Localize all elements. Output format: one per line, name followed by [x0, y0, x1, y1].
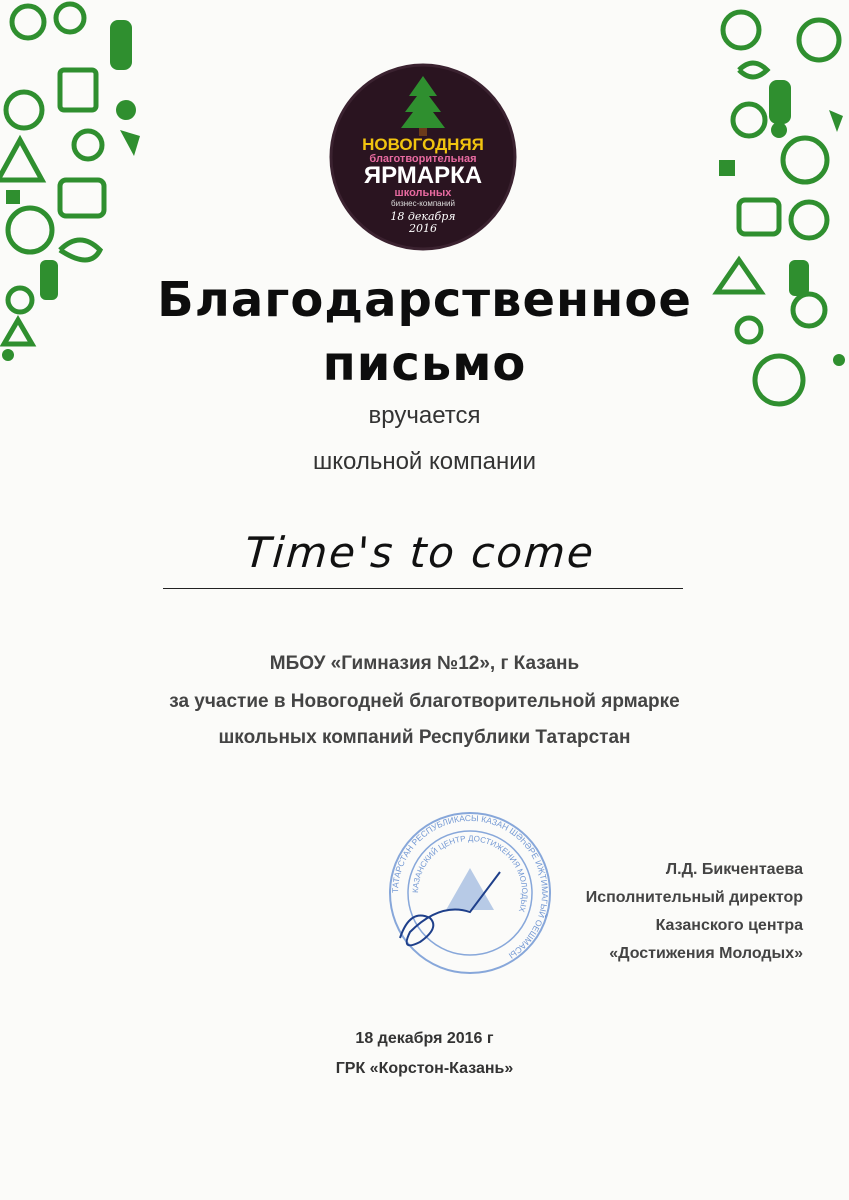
- svg-text:КАЗАНСКИЙ ЦЕНТР ДОСТИЖЕНИЯ МОЛ: КАЗАНСКИЙ ЦЕНТР ДОСТИЖЕНИЯ МОЛОДЫХ: [410, 833, 530, 914]
- svg-text:НОВОГОДНЯЯ: НОВОГОДНЯЯ: [362, 135, 484, 154]
- awarded-to-line2: школьной компании: [312, 448, 537, 475]
- certificate-title-line2: письмо: [322, 336, 527, 392]
- awarded-to-line1: вручается: [368, 402, 481, 429]
- svg-text:ЯРМАРКА: ЯРМАРКА: [363, 162, 483, 189]
- signatory-position-line3: «Достижения Молодых»: [609, 945, 803, 962]
- reason-line2: школьных компаний Республики Татарстан: [218, 727, 631, 748]
- name-underline: [163, 588, 683, 589]
- recipient-company-name: Time's to come: [243, 528, 597, 577]
- svg-text:бизнес-компаний: бизнес-компаний: [391, 199, 455, 208]
- signatory-block: [503, 856, 803, 968]
- signatory-position-line2: Казанского центра: [655, 917, 803, 934]
- signatory-name: Л.Д. Бикчентаева: [665, 861, 803, 878]
- svg-text:2016: 2016: [409, 222, 437, 235]
- issue-venue: ГРК «Корстон-Казань»: [335, 1060, 514, 1077]
- issue-date: 18 декабря 2016 г: [355, 1030, 494, 1047]
- svg-text:18 декабря: 18 декабря: [390, 210, 456, 223]
- signatory-position-line1: Исполнительный директор: [585, 889, 803, 906]
- school-line: МБОУ «Гимназия №12», г Казань: [269, 653, 580, 674]
- svg-text:ТАТАРСТАН РЕСПУБЛИКАСЫ КАЗАН Ш: ТАТАРСТАН РЕСПУБЛИКАСЫ КАЗАН ШӘҺӘРЕ ИҖТИМАГЫЙ ОЕШМАСЫ: [389, 812, 551, 961]
- certificate-title-line1: Благодарственное: [157, 272, 692, 328]
- svg-text:благотворительная: благотворительная: [369, 153, 477, 165]
- svg-text:школьных: школьных: [394, 187, 452, 199]
- reason-line1: за участие в Новогодней благотворительной ярмарке: [169, 691, 680, 712]
- fair-logo: [328, 62, 518, 252]
